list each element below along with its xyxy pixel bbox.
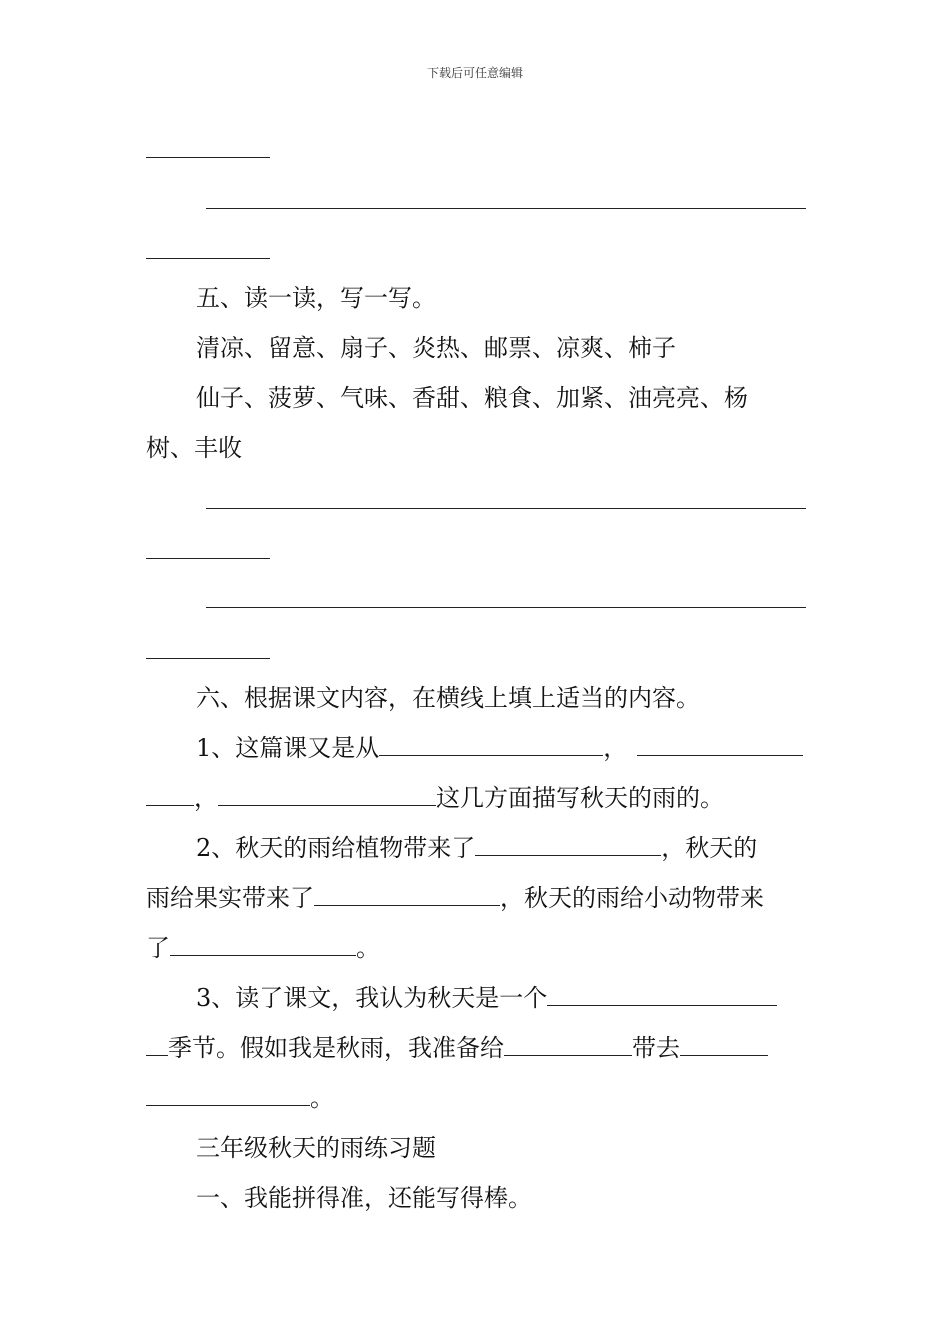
exercise-title: 三年级秋天的雨练习题 [196, 1134, 436, 1162]
answer-line [206, 607, 806, 608]
fill-blank[interactable] [547, 983, 777, 1006]
question-2-text-c: 雨给果实带来了 [146, 884, 314, 912]
answer-line [206, 208, 806, 209]
question-1-line-2 [146, 782, 724, 814]
question-2-text-b: ，秋天的 [661, 834, 758, 862]
period: 。 [310, 1084, 334, 1112]
answer-line [146, 157, 270, 158]
answer-line [146, 558, 270, 559]
question-3-text: 3、读了课文，我认为秋天是一个 [196, 984, 548, 1012]
question-2-line-3 [146, 932, 380, 964]
comma: ， [194, 784, 218, 812]
fill-blank[interactable] [170, 933, 356, 956]
section-five-title: 五、读一读，写一写。 [196, 284, 436, 312]
question-2-text-d: ，秋天的雨给小动物带来 [500, 884, 764, 912]
fill-blank[interactable] [379, 733, 603, 756]
fill-blank[interactable] [637, 733, 803, 756]
question-2-line-2 [146, 882, 764, 914]
question-3-text-c: 带去 [632, 1034, 680, 1062]
fill-blank[interactable] [314, 883, 500, 906]
question-2-text-e: 了 [146, 934, 170, 962]
question-1-text: 1、这篇课又是从 [196, 734, 380, 762]
fill-blank[interactable] [504, 1033, 632, 1056]
question-3-text-b: 季节。假如我是秋雨，我准备给 [168, 1034, 504, 1062]
fill-blank[interactable] [146, 1083, 310, 1106]
question-2-text: 2、秋天的雨给植物带来了 [196, 834, 476, 862]
question-3-line-2 [146, 1032, 768, 1064]
fill-blank[interactable] [146, 783, 194, 806]
page-header: 下载后可任意编辑 [426, 66, 523, 80]
period: 。 [356, 934, 380, 962]
word-list-line-1: 清凉、留意、扇子、炎热、邮票、凉爽、柿子 [196, 334, 676, 362]
word-list-line-2: 仙子、菠萝、气味、香甜、粮食、加紧、油亮亮、杨 [196, 384, 748, 412]
fill-blank[interactable] [218, 783, 436, 806]
question-3-line-1 [196, 982, 777, 1014]
answer-line [146, 658, 270, 659]
fill-blank[interactable] [146, 1033, 168, 1056]
fill-blank[interactable] [680, 1033, 768, 1056]
question-1-line-1 [196, 732, 803, 764]
question-3-line-3 [146, 1082, 334, 1114]
comma: ， [603, 734, 628, 762]
fill-blank[interactable] [475, 833, 661, 856]
word-list-line-3: 树、丰收 [146, 434, 242, 462]
answer-line [146, 258, 270, 259]
question-1-text-end: 这几方面描写秋天的雨的。 [436, 784, 724, 812]
section-one-title: 一、我能拼得准，还能写得棒。 [196, 1184, 532, 1212]
section-six-title: 六、根据课文内容，在横线上填上适当的内容。 [196, 684, 700, 712]
answer-line [206, 508, 806, 509]
question-2-line-1 [196, 832, 757, 864]
